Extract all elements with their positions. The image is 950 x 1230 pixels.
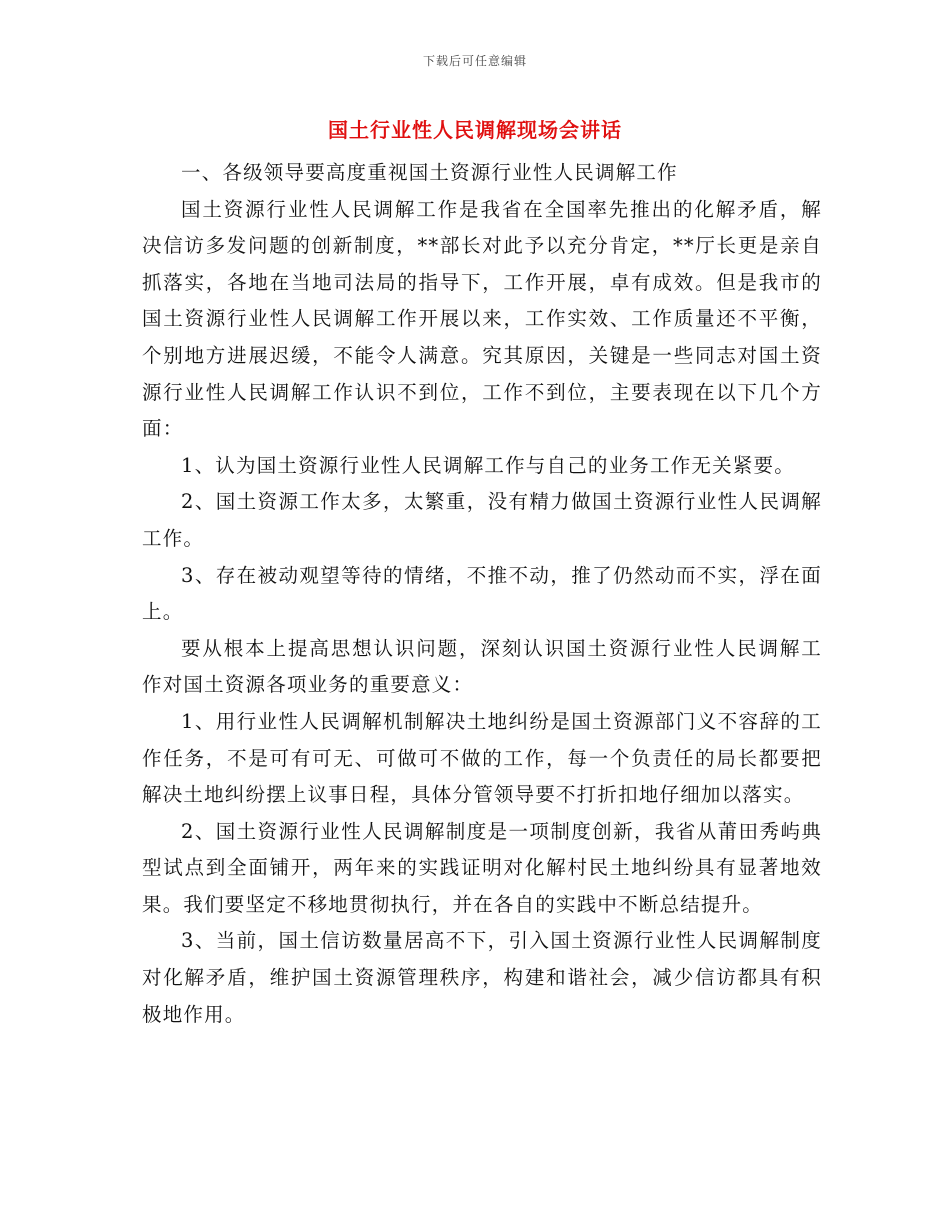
list-item: 2、国土资源行业性人民调解制度是一项制度创新，我省从莆田秀屿典型试点到全面铺开，两年来的实践证明对化解村民土地纠纷具有显著地效果。我们要坚定不移地贯彻执行，并在各自的实践中不断总结提升。 <box>142 819 822 916</box>
list-item: 3、当前，国土信访数量居高不下，引入国土资源行业性人民调解制度对化解矛盾，维护国土资源管理秩序，构建和谐社会，减少信访都具有积极地作用。 <box>142 929 822 1026</box>
list-item: 1、认为国土资源行业性人民调解工作与自己的业务工作无关紧要。 <box>181 453 795 477</box>
list-item: 3、存在被动观望等待的情绪，不推不动，推了仍然动而不实，浮在面上。 <box>142 563 822 624</box>
body-paragraph: 国土资源行业性人民调解工作是我省在全国率先推出的化解矛盾，解决信访多发问题的创新制度，**部长对此予以充分肯定，**厅长更是亲自抓落实，各地在当地司法局的指导下，工作开展，卓有成效。但是我市的国土资源行业性人民调解工作开展以来，工作实效、工作质量还不平衡，个别地方进展迟缓，不能令人满意。究其原因，关键是一些同志对国土资源行业性人民调解工作认识不到位，工作不到位，主要表现在以下几个方面： <box>142 197 822 441</box>
document-title: 国土行业性人民调解现场会讲话 <box>328 118 622 142</box>
body-paragraph: 要从根本上提高思想认识问题，深刻认识国土资源行业性人民调解工作对国土资源各项业务的重要意义： <box>142 636 822 697</box>
list-item: 1、用行业性人民调解机制解决土地纠纷是国土资源部门义不容辞的工作任务，不是可有可无、可做可不做的工作，每一个负责任的局长都要把解决土地纠纷摆上议事日程，具体分管领导要不打折扣地仔细加以落实。 <box>142 709 822 807</box>
page-header-note: 下载后可任意编辑 <box>422 54 527 68</box>
list-item: 2、国土资源工作太多，太繁重，没有精力做国土资源行业性人民调解工作。 <box>142 490 822 550</box>
document-body <box>142 155 822 1033</box>
section-heading: 一、各级领导要高度重视国土资源行业性人民调解工作 <box>181 161 678 184</box>
